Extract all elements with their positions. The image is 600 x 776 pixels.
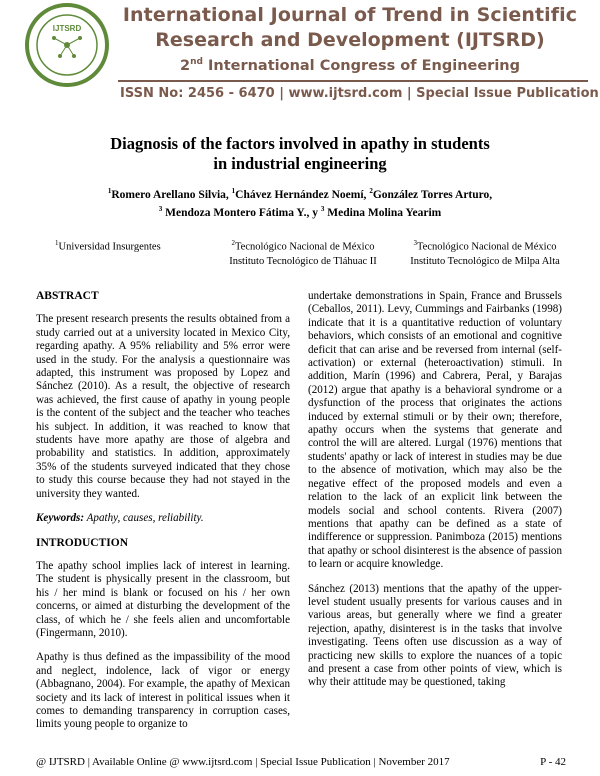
congress-name: 2nd International Congress of Engineering — [179, 57, 521, 74]
journal-header — [0, 0, 600, 108]
issn-line: ISSN No: 2456 - 6470 | www.ijtsrd.com | Special Issue Publication — [120, 86, 599, 101]
author-line-1: $^1$Romero Arellano Silvia, $^1$Chávez Hernández Noemí, $^2$González Torres Arturo, — [107, 187, 493, 201]
journal-name-line1: International Journal of Trend in Scientific — [122, 4, 578, 26]
author-list — [40, 184, 560, 220]
affiliation-1: $^1$Universidad Insurgentes — [55, 239, 161, 253]
journal-name-line2: Research and Development (IJTSRD) — [155, 29, 545, 51]
page-footer — [36, 756, 566, 768]
journal-logo — [22, 2, 112, 88]
keywords: Keywords: Apathy, causes, reliability. — [36, 512, 204, 525]
author-line-2: $^3$ Mendoza Montero Fátima Y., y $^3$ Medina Molina Yearim — [158, 204, 442, 219]
right-column — [308, 290, 562, 701]
left-column — [36, 290, 290, 743]
intro-paragraph-1: The apathy school implies lack of interest in learning. The student is physically present in the classroom, but his / her mind is blank or focused on his / her own concerns, or aimed at disturbing the development of the class, of which he / she feels alien and uncomfortable (Fingermann, 2010). — [36, 559, 290, 639]
intro-paragraph-2: Apathy is thus defined as the impassibility of the mood and neglect, indolence, lack of vigor or energy (Abbagnano, 2004). For example, the apathy of Mexican society and its lack of interest in political issues when it comes to demanding transparency in corruption cases, limits young people to organize to — [36, 651, 290, 731]
logo-text: IJTSRD — [52, 24, 82, 33]
page-number: P - 42 — [540, 756, 566, 768]
affiliation-2: $^2$Tecnológico Nacional de México Instituto Tecnológico de Tláhuac II — [229, 239, 377, 267]
right-paragraph-2: Sánchez (2013) mentions that the apathy of the upper-level student usually presents for various causes and in various areas, but generally where we find a greater rejection, apathy, disinterest is in the tasks that involve investigating. Teens often use discussion as a way of practicing new skills to explore the nuances of a topic and present a case from other points of view, which is why their attitude may be questioned, taking — [308, 582, 562, 689]
affiliation-3: $^3$Tecnológico Nacional de México Instituto Tecnológico de Milpa Alta — [410, 239, 560, 267]
paper-title: Diagnosis of the factors involved in apathy in students in industrial engineering — [110, 134, 490, 173]
introduction-heading: INTRODUCTION — [36, 536, 129, 549]
right-paragraph-1: undertake demonstrations in Spain, France and Brussels (Ceballos, 2011). Levy, Cummings and Fairbanks (1998) indicate that it is a quantitative reduction of voluntary behaviors, which consists of an emotional and cognitive deficit that can arise and be reversed from internal (self-activation) or external (heteroactivation) stimuli. In addition, Marín (1996) and Cabrera, Peral, y Barajas (2012) argue that apathy is a behavioral syndrome or a dysfunction of the process that originates the actions induced by external stimuli or by their own; therefore, apathy occurs when the systems that generate and control the will are altered. Lurgal (1976) mentions that students' apathy or lack of interest in studies may be due to the absence of motivation, which may also be the negative effect of the proposed models and even a relation to the lack of an explicit link between the models social and school contents. Rivera (2007) mentions that apathy can be defined as a state of indifference or suppression. Panimboza (2015) mentions that apathy or school disinterest is the absence of passion to learn or acquire knowledge. — [308, 290, 562, 571]
header-divider — [118, 80, 588, 82]
abstract-text: The present research presents the results obtained from a study carried out at a university located in Mexico City, regarding apathy. A 95% reliability and 5% error were used in the study. For the analysis a questionnaire was adapted, this instrument was proposed by Lopez and Sánchez (2010). As a result, the objective of research was achieved, the first cause of apathy in young people is the content of the subject and the teacher who teaches his subject. In addition, it was reached to know that students have more apathy are those of algebra and probability and statistics. In addition, approximately 35% of the students surveyed indicated that they chose to study this course because they had not stayed in the university they wanted. — [36, 313, 290, 500]
footer-text: @ IJTSRD | Available Online @ www.ijtsrd.com | Special Issue Publication | November 2017 — [36, 756, 450, 768]
abstract-heading: ABSTRACT — [36, 290, 99, 302]
